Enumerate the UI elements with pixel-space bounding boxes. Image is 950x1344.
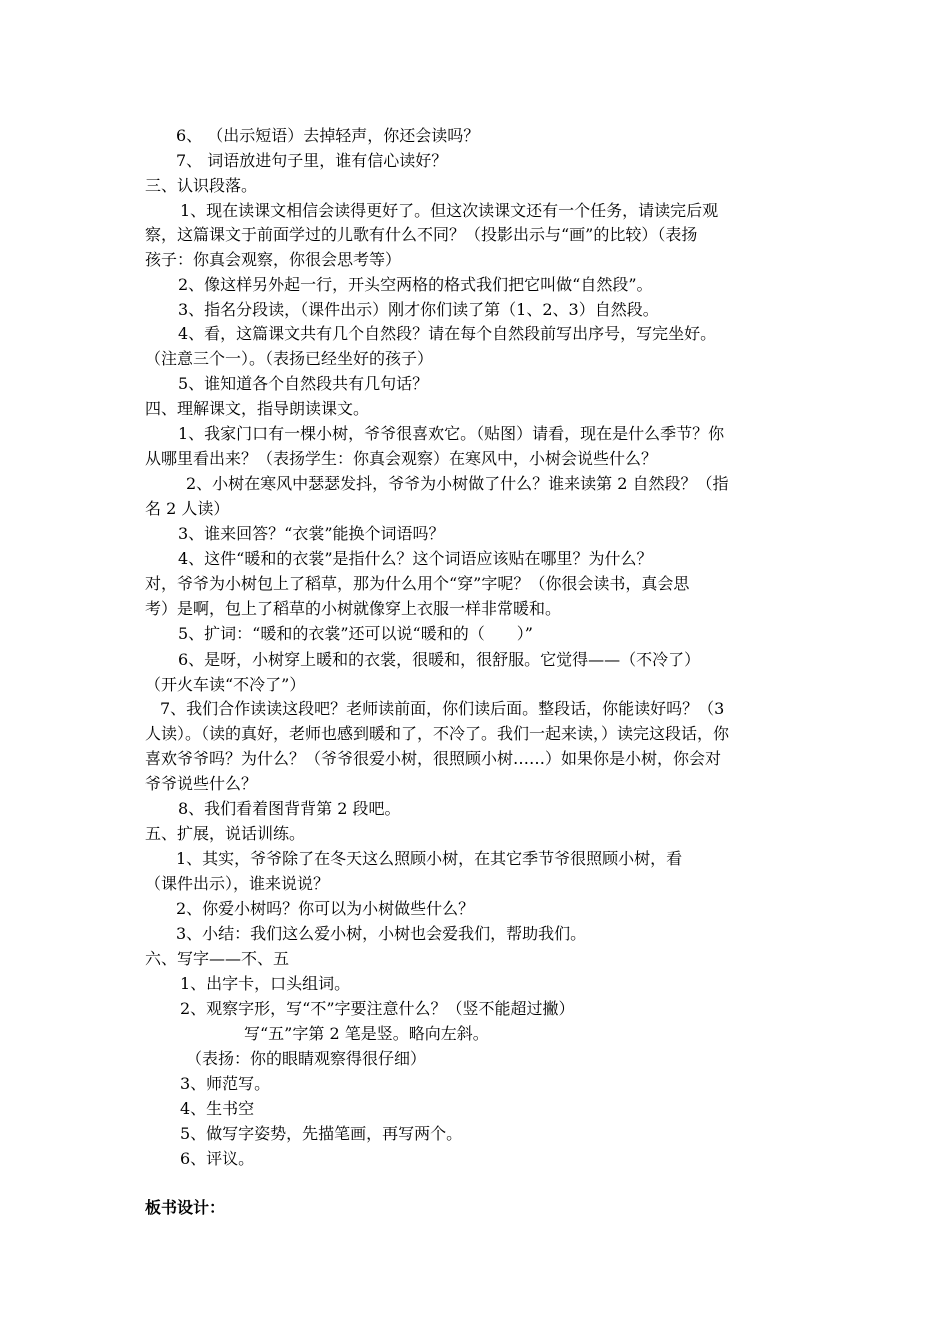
text-line: 爷爷说些什么？ <box>145 774 258 793</box>
text-line: 6、评议。 <box>180 1149 255 1168</box>
section-heading: 五、扩展，说话训练。 <box>145 824 306 843</box>
text-line: （开火车读“不冷了”） <box>145 675 306 694</box>
text-line: （课件出示），谁来说说？ <box>145 874 330 893</box>
text-line: 孩子：你真会观察，你很会思考等） <box>145 250 402 269</box>
text-line: 2、你爱小树吗？你可以为小树做些什么？ <box>176 899 475 918</box>
text-line: 5、扩词：“暖和的衣裳”还可以说“暖和的（ ）” <box>178 624 533 643</box>
text-line: 5、谁知道各个自然段共有几句话？ <box>178 374 429 393</box>
text-line: 2、观察字形，写“不”字要注意什么？（竖不能超过撇） <box>180 999 575 1018</box>
text-line: 6、是呀，小树穿上暖和的衣裳，很暖和，很舒服。它觉得——（不冷了） <box>178 650 701 669</box>
text-line: 1、现在读课文相信会读得更好了。但这次读课文还有一个任务，请读完后观 <box>180 201 719 220</box>
text-line: 4、生书空 <box>180 1099 255 1118</box>
section-heading: 三、认识段落。 <box>145 176 258 195</box>
text-line: 7、我们合作读读这段吧？老师读前面，你们读后面。整段话，你能读好吗？（3 <box>160 699 725 718</box>
text-line: 4、这件“暖和的衣裳”是指什么？这个词语应该贴在哪里？为什么？ <box>178 549 653 568</box>
text-line: 人读）。（读的真好，老师也感到暖和了，不冷了。我们一起来读，）读完这段话，你 <box>145 724 730 743</box>
section-heading: 六、写字——不、五 <box>145 949 290 968</box>
text-line: 考）是啊，包上了稻草的小树就像穿上衣服一样非常暖和。 <box>145 599 562 618</box>
text-line: 喜欢爷爷吗？为什么？（爷爷很爱小树，很照顾小树……）如果你是小树，你会对 <box>145 749 722 768</box>
text-line: 2、小树在寒风中瑟瑟发抖，爷爷为小树做了什么？谁来读第 2 自然段？（指 <box>186 474 729 493</box>
text-line: 5、做写字姿势，先描笔画，再写两个。 <box>180 1124 463 1143</box>
text-line: 1、我家门口有一棵小树，爷爷很喜欢它。（贴图）请看，现在是什么季节？你 <box>178 424 725 443</box>
text-line: 1、其实，爷爷除了在冬天这么照顾小树，在其它季节爷很照顾小树，看 <box>176 849 683 868</box>
text-line: 名 2 人读） <box>145 499 230 518</box>
text-line: 4、看，这篇课文共有几个自然段？请在每个自然段前写出序号，写完坐好。 <box>178 324 717 343</box>
board-design-heading: 板书设计： <box>145 1198 226 1217</box>
text-line: 3、师范写。 <box>180 1074 271 1093</box>
text-line: 写“五”字第 2 笔是竖。略向左斜。 <box>244 1024 489 1043</box>
text-line: （表扬：你的眼睛观察得很仔细） <box>186 1049 427 1068</box>
text-line: 2、像这样另外起一行，开头空两格的格式我们把它叫做“自然段”。 <box>178 275 653 294</box>
text-line: 1、出字卡，口头组词。 <box>180 974 351 993</box>
text-line: 8、我们看着图背背第 2 段吧。 <box>178 799 401 818</box>
text-line: 6、 （出示短语）去掉轻声，你还会读吗？ <box>176 126 480 145</box>
text-line: 7、 词语放进句子里，谁有信心读好？ <box>176 151 448 170</box>
text-line: 3、小结：我们这么爱小树，小树也会爱我们，帮助我们。 <box>176 924 587 943</box>
text-line: 察，这篇课文于前面学过的儿歌有什么不同？（投影出示与“画”的比较）（表扬 <box>145 225 698 244</box>
section-heading: 四、理解课文，指导朗读课文。 <box>145 399 370 418</box>
text-line: 对，爷爷为小树包上了稻草，那为什么用个“穿”字呢？（你很会读书，真会思 <box>145 574 690 593</box>
text-line: 3、谁来回答？“衣裳”能换个词语吗？ <box>178 524 445 543</box>
text-line: 从哪里看出来？（表扬学生：你真会观察）在寒风中，小树会说些什么？ <box>145 449 658 468</box>
text-line: 3、指名分段读，（课件出示）刚才你们读了第（1、2、3）自然段。 <box>178 300 659 319</box>
text-line: （注意三个一）。（表扬已经坐好的孩子） <box>145 349 434 368</box>
